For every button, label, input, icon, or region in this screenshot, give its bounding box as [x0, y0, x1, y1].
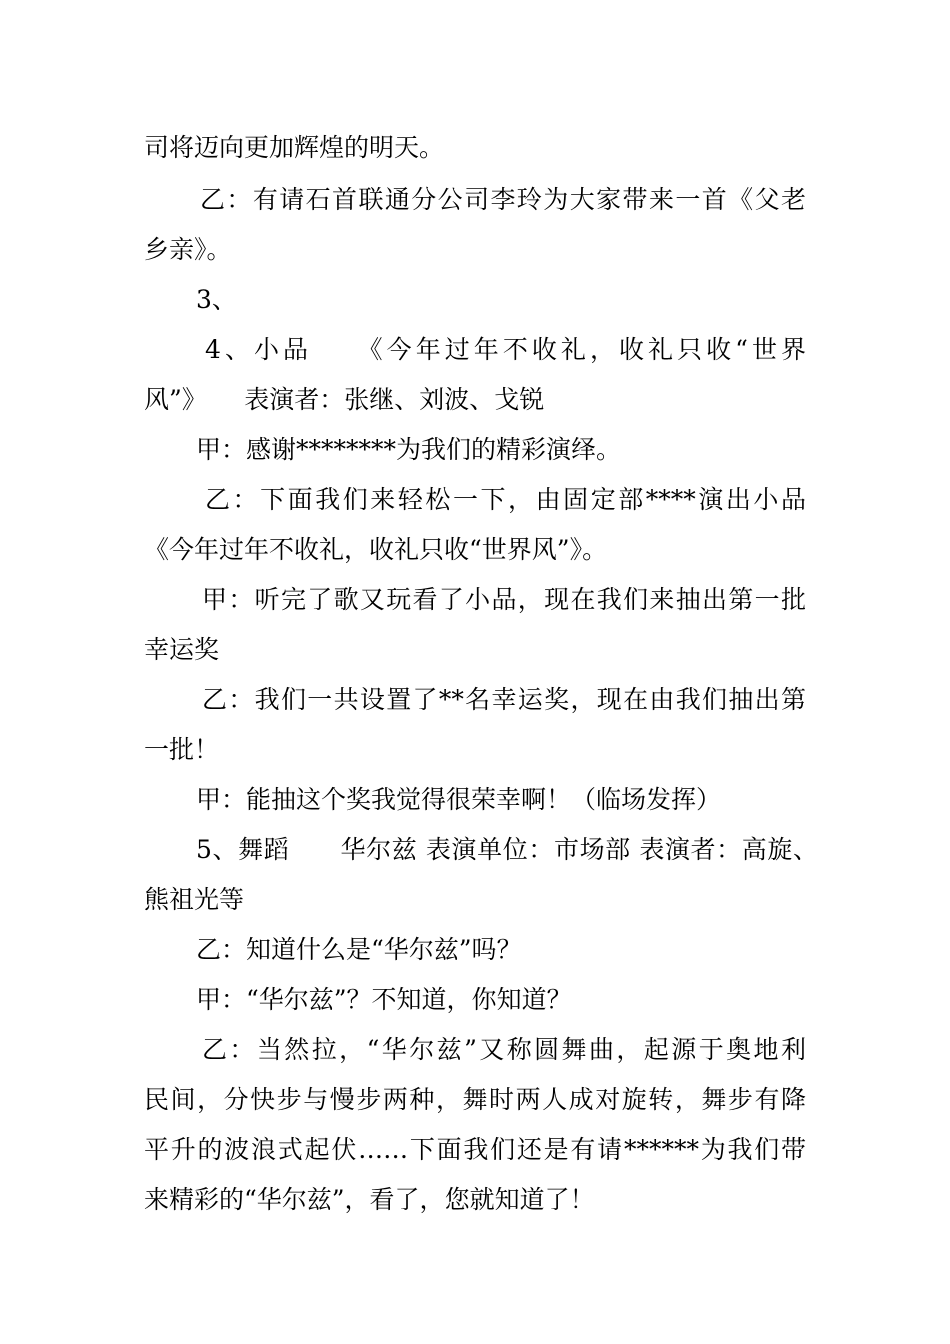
text-line: 甲：能抽这个奖我觉得很荣幸啊！（临场发挥）	[196, 785, 722, 814]
text-line: 乡亲》。	[144, 235, 232, 264]
text-line: 幸运奖	[144, 635, 220, 664]
text-line: 甲：感谢********为我们的精彩演绎。	[196, 435, 622, 464]
text-line: 乙：有请石首联通分公司李玲为大家带来一首《父老	[200, 185, 806, 214]
text-line: 甲：“华尔兹”？不知道，你知道？	[196, 985, 572, 1014]
text-line: 一批！	[144, 735, 220, 764]
text-line: 乙：下面我们来轻松一下，由固定部****演出小品	[205, 485, 806, 514]
text-line: 民间，分快步与慢步两种，舞时两人成对旋转，舞步有降	[144, 1085, 806, 1114]
text-line: 《今年过年不收礼，收礼只收“世界风”》。	[144, 535, 608, 564]
text-line: 3、	[196, 285, 237, 314]
text-line: 乙：知道什么是“华尔兹”吗？	[196, 935, 522, 964]
text-line: 风”》 表演者：张继、刘波、戈锐	[144, 385, 545, 414]
text-line: 4、小品 《今年过年不收礼，收礼只收“世界	[205, 335, 806, 364]
text-line: 司将迈向更加辉煌的明天。	[144, 133, 445, 162]
text-line: 熊祖光等	[144, 885, 245, 914]
text-line: 甲：听完了歌又玩看了小品，现在我们来抽出第一批	[202, 585, 806, 614]
text-line: 乙：当然拉，“华尔兹”又称圆舞曲，起源于奥地利	[202, 1035, 806, 1064]
text-line: 5、舞蹈 华尔兹 表演单位：市场部 表演者：高旋、	[196, 835, 818, 864]
text-line: 乙：我们一共设置了**名幸运奖，现在由我们抽出第	[202, 685, 806, 714]
text-line: 平升的波浪式起伏……下面我们还是有请******为我们带	[144, 1135, 806, 1164]
text-line: 来精彩的“华尔兹”，看了，您就知道了！	[144, 1185, 595, 1214]
